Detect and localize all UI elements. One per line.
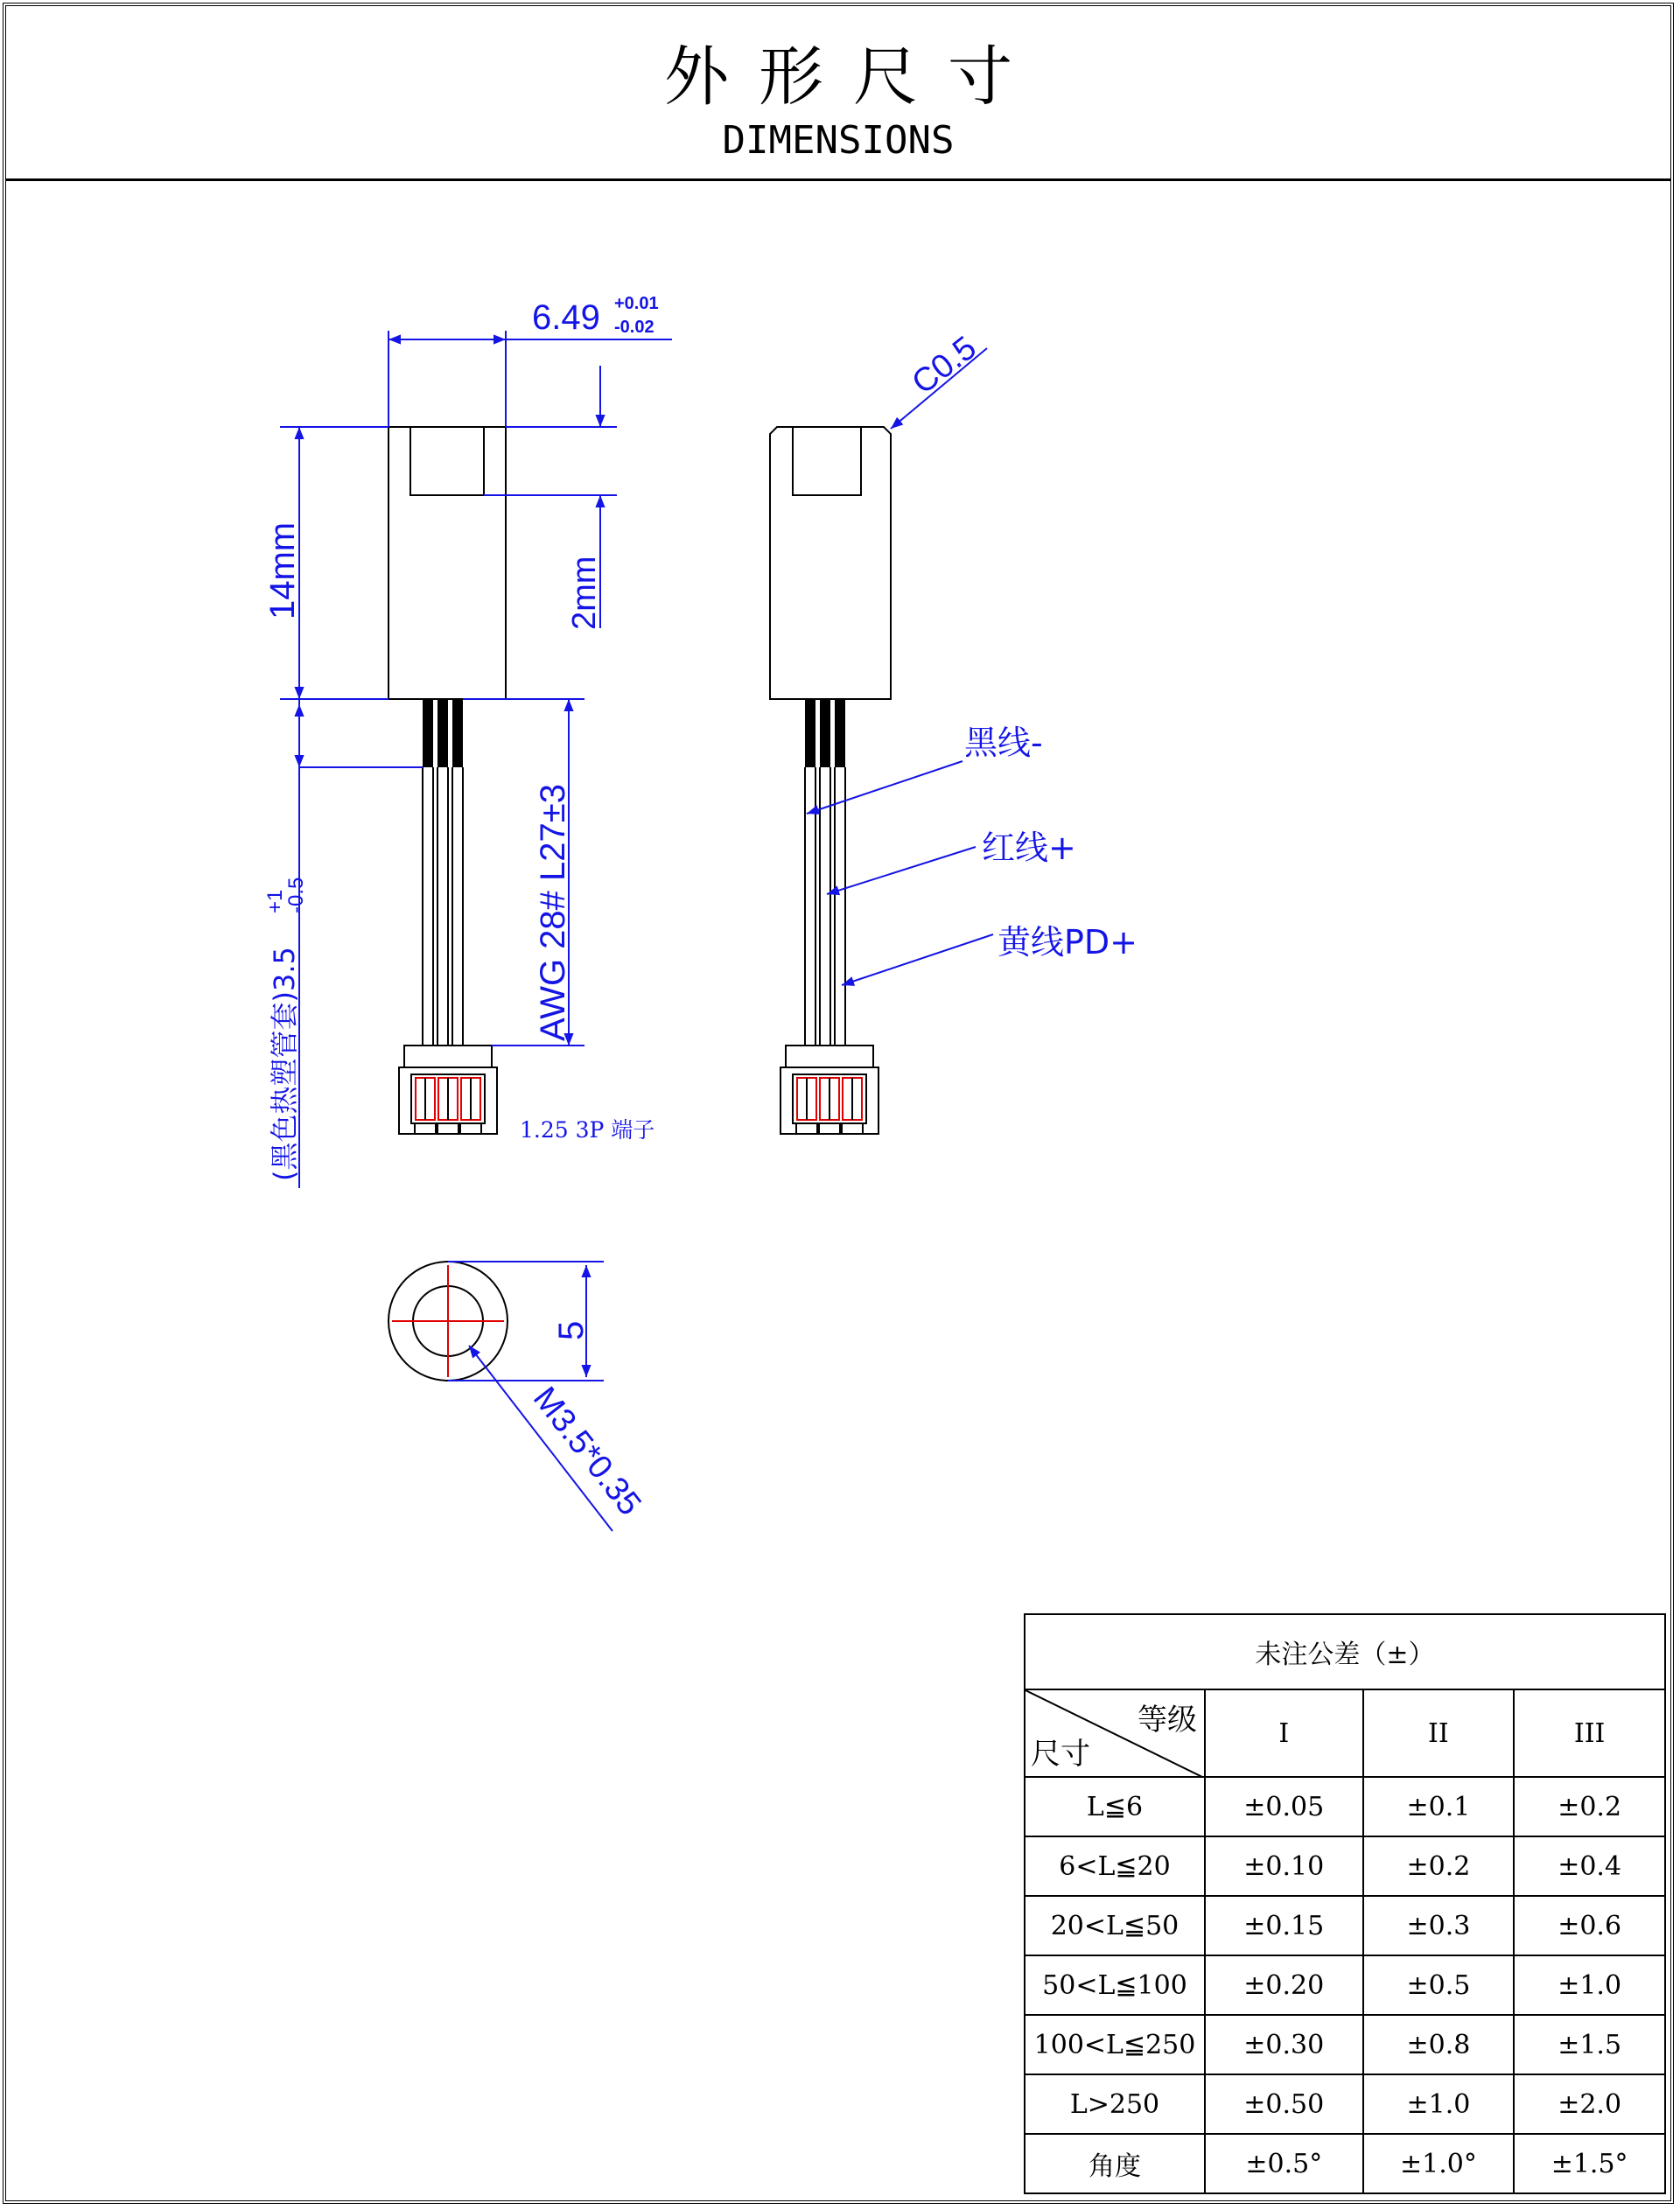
table-row [1025,1836,1665,1896]
size-cell: L≦6 [1025,1777,1205,1836]
terminal-connector [399,1046,497,1134]
grade-header: III [1514,1689,1665,1777]
terminal-connector-side [780,1046,878,1134]
title-chinese: 外形尺寸 [664,39,1042,115]
size-cell: 6<L≦20 [1025,1836,1205,1896]
dim-sleeve-label: (黑色热塑管套)3.5 [268,947,301,1181]
sensor-slot-side [793,427,861,495]
wire-yellow-label: 黄线PD+ [998,923,1138,962]
tolerance-cell: ±0.5° [1205,2134,1363,2193]
tolerance-cell: ±0.8 [1363,2015,1515,2074]
tolerance-cell: ±0.3 [1363,1896,1515,1955]
size-cell: 100<L≦250 [1025,2015,1205,2074]
grade-header: II [1363,1689,1515,1777]
tolerance-cell: ±0.4 [1514,1836,1665,1896]
grade-size-header [1025,1689,1205,1777]
size-label: 尺寸 [1031,1737,1090,1772]
tolerance-cell: ±0.2 [1514,1777,1665,1836]
dim-sleeve-tol-upper: +1 [263,889,287,913]
table-row [1025,1777,1665,1836]
table-row [1025,2015,1665,2074]
wire-black-label: 黑线- [964,724,1043,762]
dim-width-label: 6.49 [532,298,600,337]
dim-height-label: 14mm [263,521,302,619]
tolerance-cell: ±0.1 [1363,1777,1515,1836]
dim-sleeve-tol-lower: -0.5 [284,877,308,913]
tolerance-cell: ±0.30 [1205,2015,1363,2074]
dim-width-tol-upper: +0.01 [614,294,659,313]
dim-diameter-label: 5 [552,1320,591,1340]
size-cell: L>250 [1025,2074,1205,2134]
tolerance-cell: ±0.15 [1205,1896,1363,1955]
tolerance-cell: ±1.0 [1514,1955,1665,2015]
tolerance-cell: ±2.0 [1514,2074,1665,2134]
wire-red-label: 红线+ [982,829,1076,867]
sensor-slot [410,427,484,495]
tolerance-table-title: 未注公差（±） [1025,1614,1665,1689]
size-cell: 20<L≦50 [1025,1896,1205,1955]
dim-width-tol-lower: -0.02 [614,318,654,337]
tolerance-cell: ±0.2 [1363,1836,1515,1896]
heat-shrink-sleeve [452,699,463,767]
front-view [388,427,506,1134]
grade-header: I [1205,1689,1363,1777]
side-view [770,427,891,1134]
end-view [388,1262,508,1381]
tolerance-cell: ±1.0° [1363,2134,1515,2193]
table-row [1025,1955,1665,2015]
table-row [1025,2134,1665,2193]
dim-slot-label: 2mm [566,556,603,630]
tolerance-cell: ±0.20 [1205,1955,1363,2015]
heat-shrink-sleeve [423,699,433,767]
dim-thread-label: M3.5*0.35 [525,1380,648,1523]
wire-bundle [423,767,463,1046]
tolerance-cell: ±0.6 [1514,1896,1665,1955]
tolerance-cell: ±0.5 [1363,1955,1515,2015]
tolerance-cell: ±1.5 [1514,2015,1665,2074]
tolerance-cell: ±0.05 [1205,1777,1363,1836]
heat-shrink-sleeve [438,699,448,767]
size-cell: 50<L≦100 [1025,1955,1205,2015]
tolerance-cell: ±1.5° [1514,2134,1665,2193]
tolerance-table [1024,1613,1666,2194]
tolerance-cell: ±1.0 [1363,2074,1515,2134]
tolerance-cell: ±0.10 [1205,1836,1363,1896]
dim-sleeve-group [263,878,308,1181]
terminal-label: 1.25 3P 端子 [520,1117,655,1143]
grade-label: 等级 [1138,1703,1197,1738]
table-row [1025,1896,1665,1955]
chamfer-label: C0.5 [905,329,984,402]
size-cell: 角度 [1025,2134,1205,2193]
dim-wire-label: AWG 28# L27±3 [534,784,572,1041]
title-english: DIMENSIONS [722,118,955,163]
tolerance-cell: ±0.50 [1205,2074,1363,2134]
table-row [1025,2074,1665,2134]
